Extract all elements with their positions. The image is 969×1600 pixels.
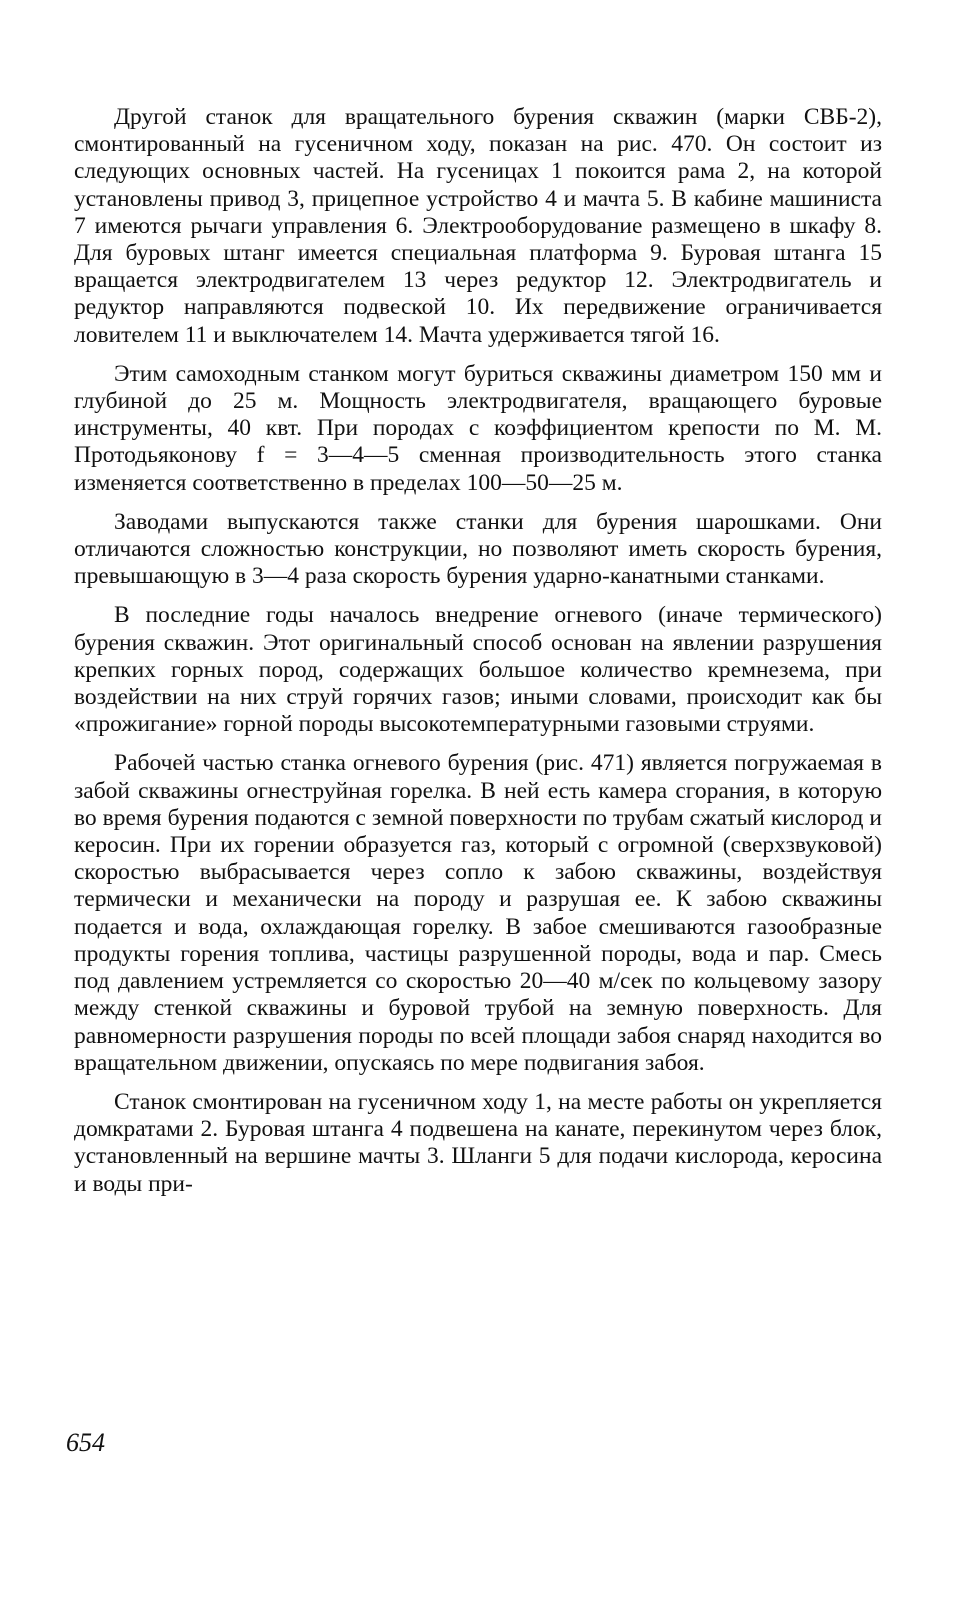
- page-body: [74, 104, 882, 1210]
- page-number: 654: [66, 1428, 105, 1457]
- paragraph-burner-description: Рабочей частью станка огневого бурения (рис. 471) является погружаемая в забой скважины огнеструйная горелка. В ней есть камера сгорания, в которую во время бурения подаются с земной поверхности по трубам сжатый кислород и керосин. При их горении образуется газ, который с огромной (сверхзвуковой) скоростью выбрасывается через сопло к забою скважины, воздействуя термически и механически на породу и разрушая ее. К забою скважины подается и вода, охлаждающая горелку. В забое смешиваются газообразные продукты горения топлива, частицы разрушенной породы, вода и пар. Смесь под давлением устремляется со скоростью 20—40 м/сек по кольцевому зазору между стенкой скважины и буровой трубой на земную поверхность. Для равномерности разрушения породы по всей площади забоя снаряд находится во вращательном движении, опускаясь по мере подвигания забоя.: [74, 750, 882, 1076]
- paragraph-rig-specs: Этим самоходным станком могут буриться скважины диаметром 150 мм и глубиной до 25 м. Мощность электродвигателя, вращающего буровые инструменты, 40 квт. При породах с коэффициентом крепости по М. М. Протодьяконову f = 3—4—5 сменная производительность этого станка изменяется соответственно в пределах 100—50—25 м.: [74, 360, 882, 496]
- paragraph-roller-bit-rigs: Заводами выпускаются также станки для бурения шарошками. Они отличаются сложностью конструкции, но позволяют иметь скорость бурения, превышающую в 3—4 раза скорость бурения ударно-канатными станками.: [74, 508, 882, 590]
- paragraph-rig-mounting: Станок смонтирован на гусеничном ходу 1, на месте работы он укрепляется домкратами 2. Буровая штанга 4 подвешена на канате, перекинутом через блок, установленный на вершине мачты 3. Шланги 5 для подачи кислорода, керосина и воды при-: [74, 1088, 882, 1197]
- paragraph-svb2-rig: Другой станок для вращательного бурения скважин (марки СВБ-2), смонтированный на гусеничном ходу, показан на рис. 470. Он состоит из следующих основных частей. На гусеницах 1 покоится рама 2, на которой установлены привод 3, прицепное устройство 4 и мачта 5. В кабине машиниста 7 имеются рычаги управления 6. Электрооборудование размещено в шкафу 8. Для буровых штанг имеется специальная платформа 9. Буровая штанга 15 вращается электродвигателем 13 через редуктор 12. Электродвигатель и редуктор направляются подвеской 10. Их передвижение ограничивается ловителем 11 и выключателем 14. Мачта удерживается тягой 16.: [74, 104, 882, 348]
- paragraph-fire-drilling: В последние годы началось внедрение огневого (иначе термического) бурения скважин. Этот оригинальный способ основан на явлении разрушения крепких горных пород, содержащих большое количество кремнезема, при воздействии на них струй горячих газов; иными словами, происходит как бы «прожигание» горной породы высокотемпературными газовыми струями.: [74, 602, 882, 738]
